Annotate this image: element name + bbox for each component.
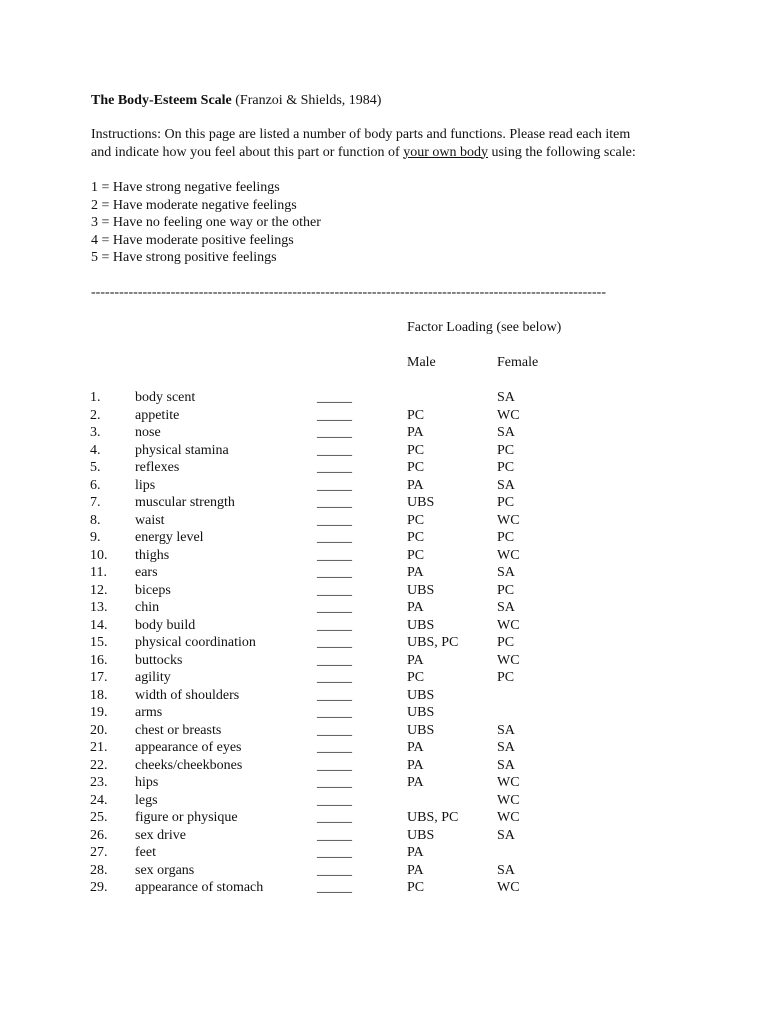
- answer-blank[interactable]: _____: [317, 600, 352, 615]
- item-number: 27.: [90, 845, 108, 860]
- answer-blank[interactable]: _____: [317, 512, 352, 528]
- instructions: [91, 126, 711, 161]
- female-factor: PC: [497, 495, 515, 510]
- instructions-underlined: your own body: [403, 144, 488, 160]
- answer-blank[interactable]: _____: [317, 705, 352, 720]
- answer-blank[interactable]: _____: [317, 425, 352, 440]
- female-factor: WC: [497, 810, 520, 825]
- answer-blank[interactable]: _____: [317, 442, 352, 458]
- item-label: buttocks: [135, 652, 183, 668]
- item-label: physical stamina: [135, 442, 229, 458]
- item-number: 9.: [90, 530, 101, 545]
- male-factor: PA: [407, 652, 424, 668]
- male-factor: PA: [407, 757, 424, 773]
- female-factor: PC: [497, 582, 515, 598]
- answer-blank[interactable]: _____: [317, 477, 352, 493]
- title-bold: The Body-Esteem Scale: [91, 93, 232, 108]
- item-number: 1.: [90, 390, 101, 405]
- answer-blank[interactable]: _____: [317, 460, 352, 475]
- item-number: 8.: [90, 512, 101, 528]
- item-number: 5.: [90, 460, 101, 475]
- item-label: sex drive: [135, 827, 186, 843]
- instructions-line-2-post: using the following scale:: [487, 144, 636, 160]
- scale-item: 4 = Have moderate positive feelings: [91, 232, 294, 248]
- column-header-female: Female: [497, 355, 539, 370]
- item-row: [0, 547, 768, 565]
- item-label: biceps: [135, 582, 171, 598]
- scale-item: 3 = Have no feeling one way or the other: [91, 215, 321, 230]
- item-number: 29.: [90, 880, 108, 895]
- item-label: feet: [135, 845, 156, 860]
- answer-blank[interactable]: _____: [317, 547, 352, 563]
- item-row: [0, 477, 768, 495]
- answer-blank[interactable]: _____: [317, 617, 352, 633]
- instructions-line-1: Instructions: On this page are listed a number of body parts and functions. Please read each item: [91, 127, 631, 142]
- item-number: 11.: [90, 565, 107, 580]
- item-row: [0, 652, 768, 670]
- male-factor: UBS: [407, 687, 435, 703]
- scale-item: 2 = Have moderate negative feelings: [91, 197, 297, 213]
- male-factor: PC: [407, 547, 425, 563]
- item-number: 7.: [90, 495, 101, 510]
- item-number: 18.: [90, 687, 108, 703]
- item-label: lips: [135, 477, 156, 493]
- item-row: [0, 564, 768, 582]
- female-factor: SA: [497, 390, 515, 405]
- item-label: figure or physique: [135, 810, 238, 825]
- item-row: [0, 599, 768, 617]
- item-row: [0, 389, 768, 407]
- item-row: [0, 459, 768, 477]
- item-label: appetite: [135, 407, 180, 423]
- answer-blank[interactable]: _____: [317, 827, 352, 843]
- answer-blank[interactable]: _____: [317, 862, 352, 878]
- female-factor: PC: [497, 442, 515, 458]
- female-factor: PC: [497, 635, 515, 650]
- item-label: chin: [135, 600, 160, 615]
- item-label: energy level: [135, 530, 204, 545]
- item-row: [0, 809, 768, 827]
- item-row: [0, 582, 768, 600]
- item-row: [0, 704, 768, 722]
- answer-blank[interactable]: _____: [317, 880, 352, 895]
- male-factor: PA: [407, 600, 424, 615]
- female-factor: SA: [497, 425, 515, 440]
- item-number: 28.: [90, 862, 108, 878]
- item-row: [0, 617, 768, 635]
- item-label: nose: [135, 425, 161, 440]
- answer-blank[interactable]: _____: [317, 407, 352, 423]
- item-label: thighs: [135, 547, 170, 563]
- item-label: arms: [135, 705, 163, 720]
- answer-blank[interactable]: _____: [317, 810, 352, 825]
- answer-blank[interactable]: _____: [317, 390, 352, 405]
- scale-item: 5 = Have strong positive feelings: [91, 250, 277, 265]
- male-factor: PA: [407, 775, 424, 790]
- item-row: [0, 634, 768, 652]
- male-factor: PC: [407, 460, 425, 475]
- item-label: body scent: [135, 390, 196, 405]
- item-label: cheeks/cheekbones: [135, 757, 243, 773]
- answer-blank[interactable]: _____: [317, 670, 352, 685]
- female-factor: WC: [497, 617, 520, 633]
- male-factor: PA: [407, 565, 424, 580]
- answer-blank[interactable]: _____: [317, 652, 352, 668]
- item-number: 20.: [90, 722, 108, 738]
- item-number: 22.: [90, 757, 108, 773]
- male-factor: UBS: [407, 495, 435, 510]
- female-factor: SA: [497, 722, 515, 738]
- item-row: [0, 669, 768, 687]
- item-row: [0, 442, 768, 460]
- item-row: [0, 687, 768, 705]
- item-number: 15.: [90, 635, 108, 650]
- female-factor: PC: [497, 460, 515, 475]
- item-label: waist: [135, 512, 165, 528]
- item-number: 17.: [90, 670, 108, 685]
- item-row: [0, 494, 768, 512]
- item-row: [0, 407, 768, 425]
- answer-blank[interactable]: _____: [317, 635, 352, 650]
- item-label: agility: [135, 670, 171, 685]
- item-number: 26.: [90, 827, 108, 843]
- answer-blank[interactable]: _____: [317, 775, 352, 790]
- male-factor: UBS: [407, 722, 435, 738]
- item-row: [0, 757, 768, 775]
- item-label: muscular strength: [135, 495, 235, 510]
- male-factor: PA: [407, 477, 424, 493]
- item-row: [0, 774, 768, 792]
- male-factor: PA: [407, 862, 424, 878]
- male-factor: PC: [407, 407, 425, 423]
- page-title: [91, 92, 381, 110]
- instructions-line-2-pre: and indicate how you feel about this part or function of: [91, 144, 404, 160]
- male-factor: PC: [407, 442, 425, 458]
- male-factor: UBS: [407, 582, 435, 598]
- column-header-male: Male: [407, 355, 436, 370]
- male-factor: PC: [407, 530, 425, 545]
- female-factor: WC: [497, 407, 520, 423]
- female-factor: WC: [497, 547, 520, 563]
- item-number: 19.: [90, 705, 108, 720]
- male-factor: PA: [407, 425, 424, 440]
- item-row: [0, 722, 768, 740]
- female-factor: WC: [497, 652, 520, 668]
- dashed-divider: --------------------------------------------------------------------------------------------------------------: [91, 285, 607, 300]
- item-number: 23.: [90, 775, 108, 790]
- item-number: 13.: [90, 600, 108, 615]
- male-factor: PA: [407, 845, 424, 860]
- item-number: 10.: [90, 547, 108, 563]
- instructions-line-2: [91, 144, 711, 162]
- answer-blank[interactable]: _____: [317, 687, 352, 703]
- item-label: reflexes: [135, 460, 180, 475]
- item-number: 6.: [90, 477, 101, 493]
- item-number: 25.: [90, 810, 108, 825]
- female-factor: WC: [497, 880, 520, 895]
- item-label: appearance of stomach: [135, 880, 264, 895]
- answer-blank[interactable]: _____: [317, 722, 352, 738]
- female-factor: SA: [497, 477, 515, 493]
- item-label: physical coordination: [135, 635, 256, 650]
- item-number: 16.: [90, 652, 108, 668]
- female-factor: SA: [497, 600, 515, 615]
- male-factor: UBS, PC: [407, 810, 459, 825]
- item-label: hips: [135, 775, 159, 790]
- item-number: 24.: [90, 792, 108, 808]
- male-factor: PC: [407, 670, 425, 685]
- factor-loading-header: Factor Loading (see below): [407, 320, 562, 335]
- female-factor: SA: [497, 827, 515, 843]
- answer-blank[interactable]: _____: [317, 757, 352, 773]
- rating-scale: [91, 179, 321, 267]
- item-row: [0, 879, 768, 897]
- item-row: [0, 862, 768, 880]
- item-number: 2.: [90, 407, 101, 423]
- male-factor: PA: [407, 740, 424, 755]
- title-citation: (Franzoi & Shields, 1984): [231, 93, 382, 108]
- item-number: 12.: [90, 582, 108, 598]
- answer-blank[interactable]: _____: [317, 495, 352, 510]
- male-factor: UBS: [407, 617, 435, 633]
- item-number: 21.: [90, 740, 108, 755]
- male-factor: UBS, PC: [407, 635, 459, 650]
- answer-blank[interactable]: _____: [317, 792, 352, 808]
- item-label: width of shoulders: [135, 687, 240, 703]
- female-factor: PC: [497, 670, 515, 685]
- item-row: [0, 844, 768, 862]
- item-label: chest or breasts: [135, 722, 222, 738]
- item-row: [0, 827, 768, 845]
- item-label: body build: [135, 617, 196, 633]
- item-number: 3.: [90, 425, 101, 440]
- female-factor: WC: [497, 512, 520, 528]
- item-label: sex organs: [135, 862, 195, 878]
- item-row: [0, 424, 768, 442]
- item-label: appearance of eyes: [135, 740, 242, 755]
- female-factor: PC: [497, 530, 515, 545]
- female-factor: SA: [497, 757, 515, 773]
- item-row: [0, 512, 768, 530]
- female-factor: SA: [497, 740, 515, 755]
- item-number: 4.: [90, 442, 101, 458]
- answer-blank[interactable]: _____: [317, 565, 352, 580]
- male-factor: PC: [407, 512, 425, 528]
- item-label: legs: [135, 792, 158, 808]
- female-factor: WC: [497, 792, 520, 808]
- item-label: ears: [135, 565, 158, 580]
- answer-blank[interactable]: _____: [317, 845, 352, 860]
- scale-item: 1 = Have strong negative feelings: [91, 180, 280, 195]
- item-row: [0, 792, 768, 810]
- male-factor: UBS: [407, 705, 435, 720]
- female-factor: WC: [497, 775, 520, 790]
- male-factor: PC: [407, 880, 425, 895]
- answer-blank[interactable]: _____: [317, 530, 352, 545]
- answer-blank[interactable]: _____: [317, 582, 352, 598]
- item-number: 14.: [90, 617, 108, 633]
- item-row: [0, 739, 768, 757]
- male-factor: UBS: [407, 827, 435, 843]
- item-row: [0, 529, 768, 547]
- items-list: [0, 389, 768, 897]
- female-factor: SA: [497, 862, 515, 878]
- female-factor: SA: [497, 565, 515, 580]
- answer-blank[interactable]: _____: [317, 740, 352, 755]
